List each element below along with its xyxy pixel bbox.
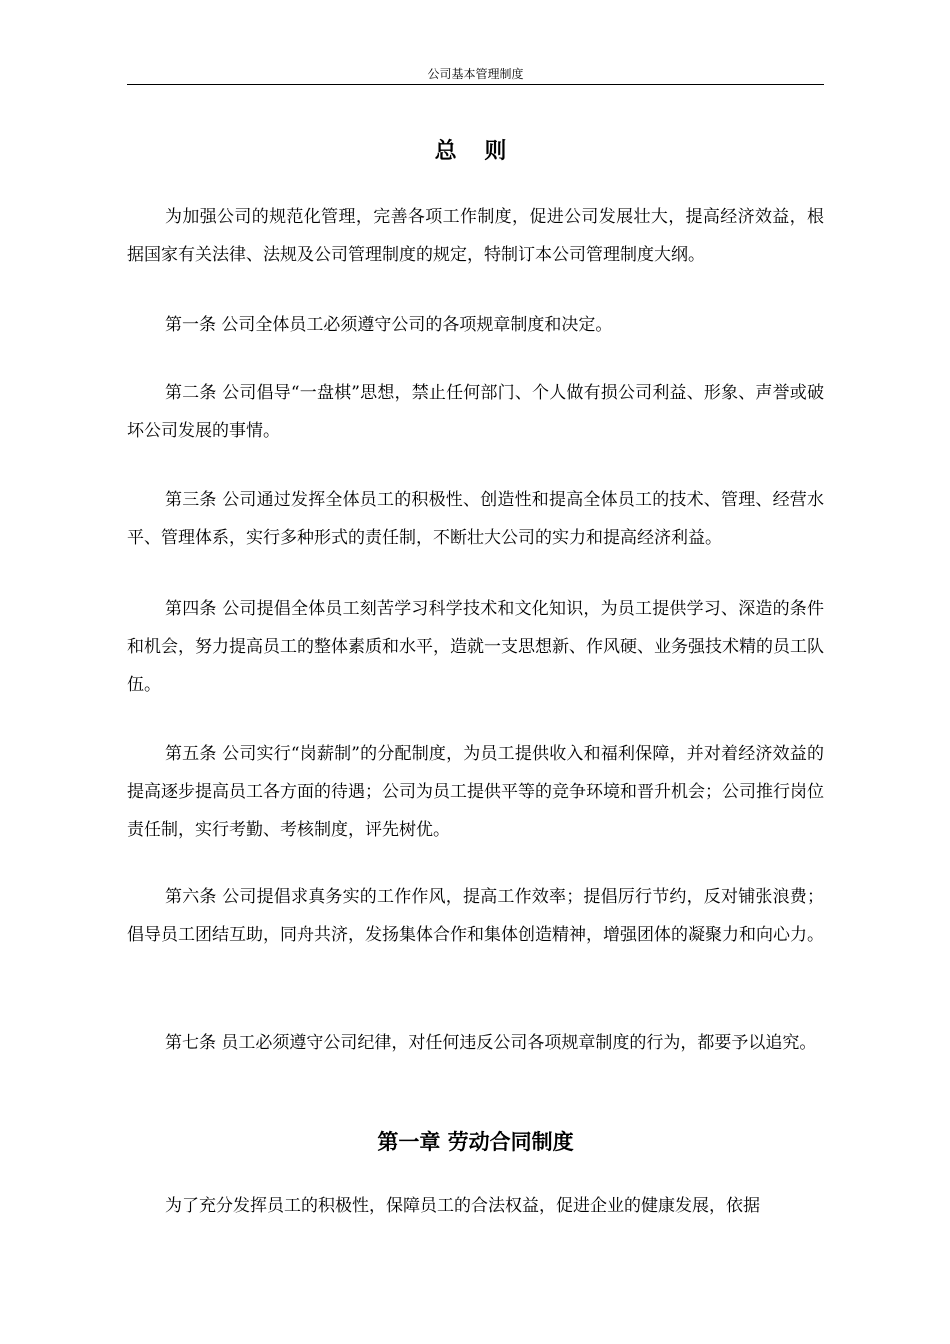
header-title: 公司基本管理制度 (427, 67, 524, 81)
article-6: 第六条 公司提倡求真务实的工作作风，提高工作效率；提倡厉行节约，反对铺张浪费；倡导员工团结互助，同舟共济，发扬集体合作和集体创造精神，增强团体的凝聚力和向心力。 (127, 887, 824, 945)
general-intro-paragraph: 为加强公司的规范化管理，完善各项工作制度，促进公司发展壮大，提高经济效益，根据国家有关法律、法规及公司管理制度的规定，特制订本公司管理制度大纲。 (127, 207, 824, 265)
section-heading-general: 总 则 (434, 139, 517, 164)
article-7: 第七条 员工必须遵守公司纪律，对任何违反公司各项规章制度的行为，都要予以追究。 (165, 1033, 817, 1053)
article-2: 第二条 公司倡导“一盘棋”思想，禁止任何部门、个人做有损公司利益、形象、声誉或破坏公司发展的事情。 (127, 383, 824, 441)
page-header (127, 64, 824, 85)
chapter-1-heading: 第一章 劳动合同制度 (377, 1130, 574, 1154)
chapter-1-intro-paragraph: 为了充分发挥员工的积极性，保障员工的合法权益，促进企业的健康发展，依据 (165, 1196, 760, 1216)
article-4: 第四条 公司提倡全体员工刻苦学习科学技术和文化知识，为员工提供学习、深造的条件和机会，努力提高员工的整体素质和水平，造就一支思想新、作风硬、业务强技术精的员工队伍。 (127, 599, 824, 695)
article-1: 第一条 公司全体员工必须遵守公司的各项规章制度和决定。 (165, 315, 613, 335)
article-3: 第三条 公司通过发挥全体员工的积极性、创造性和提高全体员工的技术、管理、经营水平、管理体系，实行多种形式的责任制，不断壮大公司的实力和提高经济利益。 (127, 490, 824, 548)
article-5: 第五条 公司实行“岗薪制”的分配制度，为员工提供收入和福利保障，并对着经济效益的提高逐步提高员工各方面的待遇；公司为员工提供平等的竞争环境和晋升机会；公司推行岗位责任制，实行考勤、考核制度，评先树优。 (127, 744, 824, 840)
